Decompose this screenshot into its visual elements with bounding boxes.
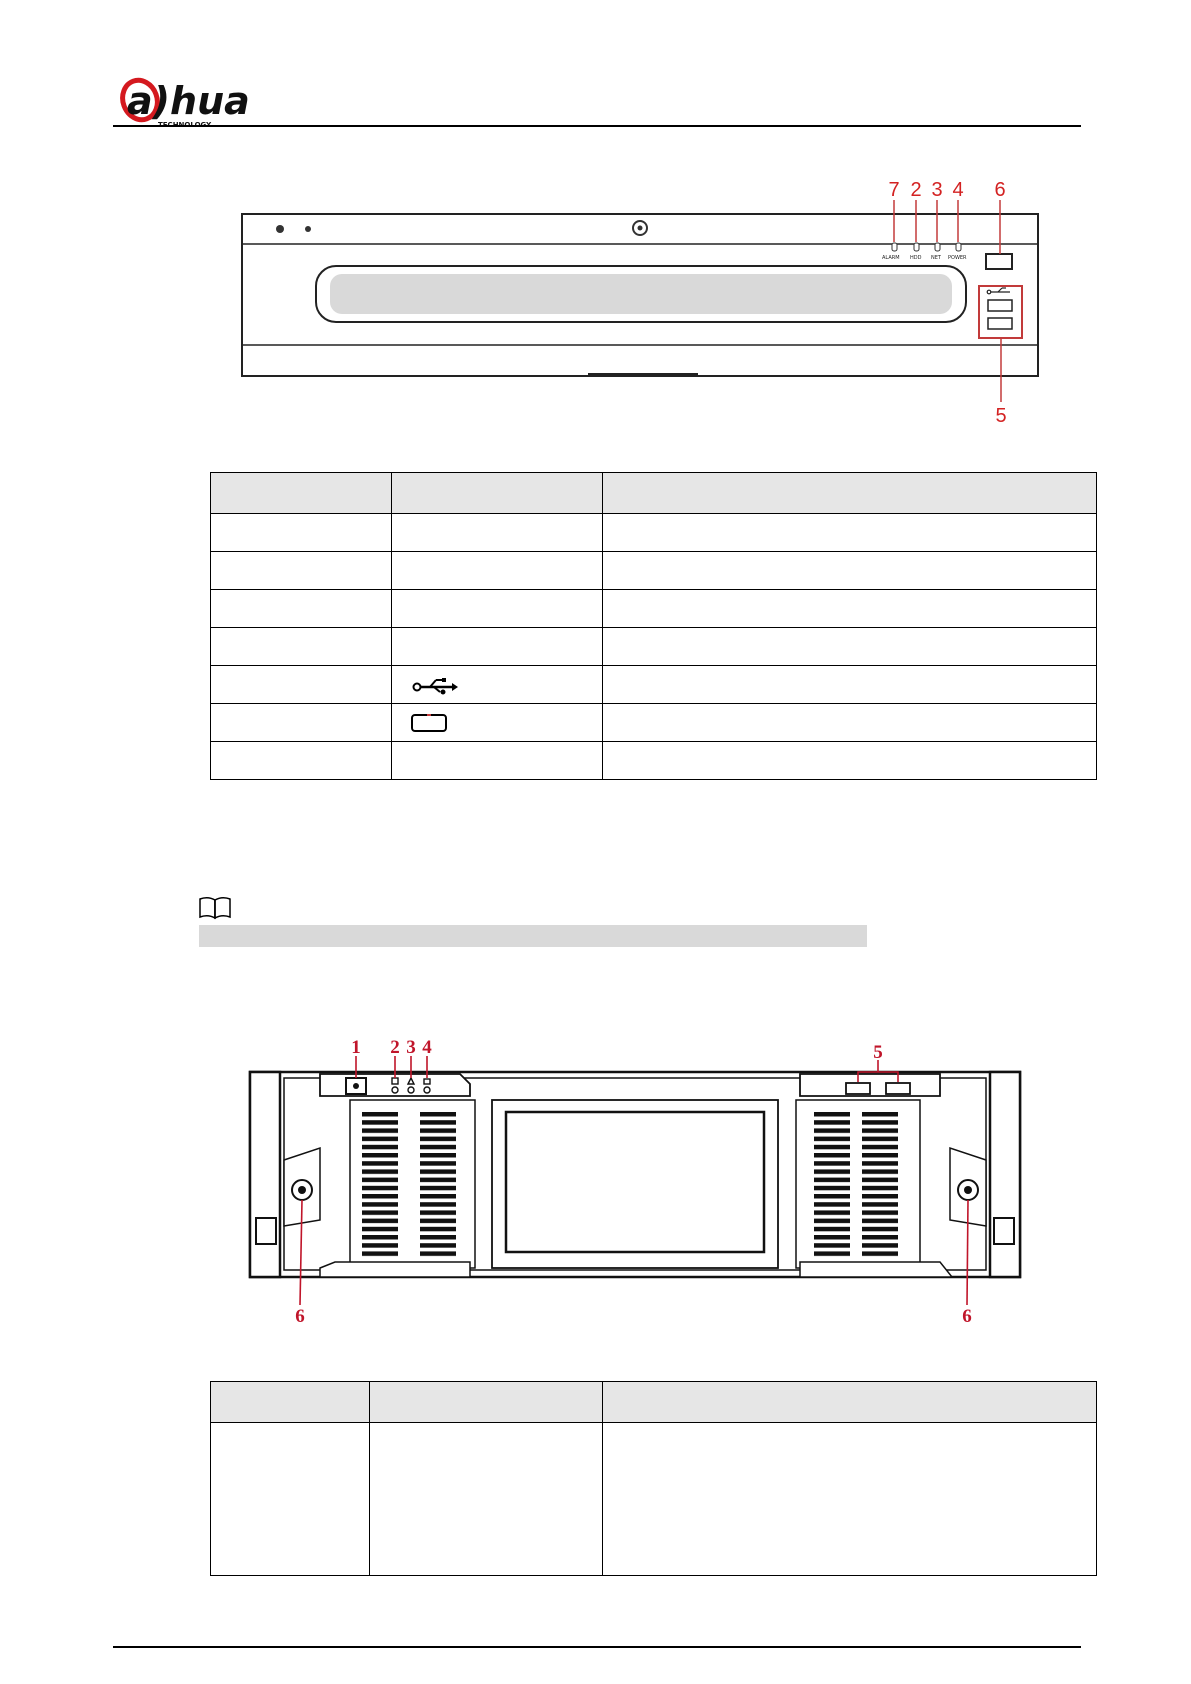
callout-2: 2 <box>910 179 922 201</box>
callout-1: 1 <box>351 1037 361 1058</box>
led-label-net: NET <box>931 255 941 261</box>
logo-wordmark: a)hua <box>127 79 250 123</box>
table-row <box>211 552 1097 590</box>
logo-graphic <box>118 70 258 132</box>
table-row <box>211 1423 1097 1576</box>
callout-3: 3 <box>931 179 943 201</box>
front-panel-drawing <box>238 170 1048 430</box>
callout-4: 4 <box>952 179 964 201</box>
callout-6-right: 6 <box>962 1306 972 1327</box>
logo-subtext: TECHNOLOGY <box>158 121 212 129</box>
callout-2: 2 <box>390 1037 400 1058</box>
dahua-logo <box>118 70 258 132</box>
callout-5: 5 <box>873 1042 883 1063</box>
callout-4: 4 <box>422 1037 432 1058</box>
table-header-row <box>211 1382 1097 1423</box>
usb-icon <box>412 675 458 695</box>
callout-5: 5 <box>995 405 1007 427</box>
table-row <box>211 666 1097 704</box>
table-row <box>211 742 1097 780</box>
header-rule <box>113 125 1081 127</box>
front-panel-figure-2 <box>240 1030 1040 1330</box>
led-label-hdd: HDD <box>910 255 922 261</box>
table-row <box>211 628 1097 666</box>
led-label-alarm: ALARM <box>882 255 900 261</box>
note-highlight-bar <box>199 925 867 947</box>
table-row <box>211 704 1097 742</box>
note-book-icon <box>198 896 234 920</box>
rectangle-button-icon <box>410 712 450 734</box>
led-label-power: POWER <box>948 255 967 261</box>
callout-3: 3 <box>406 1037 416 1058</box>
callout-6-left: 6 <box>295 1306 305 1327</box>
front-panel-table-2 <box>210 1381 1097 1576</box>
callout-7: 7 <box>888 179 900 201</box>
table-row <box>211 590 1097 628</box>
front-panel-figure-1 <box>238 170 1048 430</box>
table-row <box>211 514 1097 552</box>
footer-rule <box>113 1646 1081 1648</box>
table-header-row <box>211 473 1097 514</box>
front-panel-drawing-2 <box>240 1030 1040 1330</box>
callout-6: 6 <box>994 179 1006 201</box>
front-panel-table-1 <box>210 472 1097 780</box>
